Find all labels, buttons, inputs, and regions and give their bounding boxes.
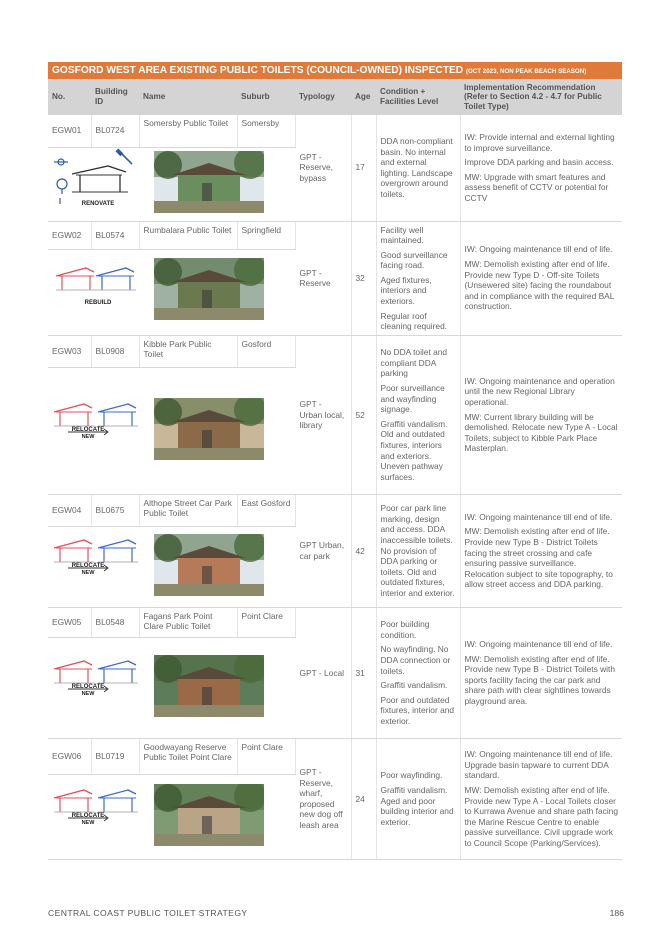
toilet-photo xyxy=(154,655,264,717)
typology: GPT - Reserve xyxy=(295,221,351,335)
recommendation-text: IW: Ongoing maintenance till end of life. xyxy=(464,244,613,255)
header-condition: Condition + Facilities Level xyxy=(376,79,460,115)
diagram-label: RELOCATE xyxy=(71,683,105,690)
condition-text: Regular roof cleaning required. xyxy=(380,310,448,332)
table-row xyxy=(48,115,622,147)
page-number: 186 xyxy=(609,908,624,918)
image-cell xyxy=(48,526,295,607)
header-no: No. xyxy=(48,79,91,115)
toilet-name: Somersby Public Toilet xyxy=(139,115,237,147)
table-row xyxy=(48,607,622,637)
table-row xyxy=(48,221,622,249)
relocate-icon xyxy=(50,530,146,600)
existing-building-icon xyxy=(54,661,94,683)
condition-text: DDA non-compliant basin. No internal and external lighting. Landscape overgrown around toilets. xyxy=(380,135,453,199)
age: 24 xyxy=(351,738,376,859)
condition xyxy=(376,221,460,335)
table-row xyxy=(48,738,622,774)
recommendation xyxy=(460,335,622,494)
toilet-photo xyxy=(154,258,264,320)
existing-building-icon xyxy=(54,540,94,562)
suburb: Point Clare xyxy=(237,738,295,774)
recommendation xyxy=(460,738,622,859)
relocate-icon xyxy=(50,394,146,464)
toilet-photo xyxy=(154,151,264,213)
new-building-icon xyxy=(96,268,136,290)
typology: GPT Urban, car park xyxy=(295,494,351,607)
recommendation-text: IW: Ongoing maintenance till end of life. xyxy=(464,511,613,522)
age: 52 xyxy=(351,335,376,494)
table-title-bar xyxy=(48,62,622,79)
toilet-name: Kibble Park Public Toilet xyxy=(139,335,237,367)
image-cell xyxy=(48,147,295,221)
image-cell xyxy=(48,774,295,859)
recommendation-text: IW: Ongoing maintenance till end of life. Upgrade basin tapware to current DDA standard. xyxy=(464,749,613,781)
row-number: EGW01 xyxy=(48,115,91,147)
toilet-photo xyxy=(154,784,264,846)
condition-text: Poor and outdated fixtures, interior and exterior. xyxy=(380,694,455,726)
condition-text: Poor building condition. xyxy=(380,619,430,640)
row-number: EGW03 xyxy=(48,335,91,367)
header-suburb: Suburb xyxy=(237,79,295,115)
recommendation-text: MW: Current library building will be demolished. Relocate new Type A - Local Toilets, subject to Kibble Park Place Masterplan. xyxy=(464,411,618,454)
new-building-icon xyxy=(98,540,138,562)
suburb: Gosford xyxy=(237,335,295,367)
relocate-icon xyxy=(50,780,146,850)
typology: GPT - Urban local, library xyxy=(295,335,351,494)
condition-text: Poor car park line marking, design and access. DDA inaccessible toilets. No provision of DDA parking or toilets. Old and outdated fixtures, interior and exterior. xyxy=(380,503,455,598)
diagram-sublabel: NEW xyxy=(81,433,95,440)
diagram-label: RENOVATE xyxy=(81,200,115,207)
suburb: Somersby xyxy=(237,115,295,147)
new-building-icon xyxy=(98,404,138,426)
condition-text: Graffiti vandalism. xyxy=(380,680,448,691)
diagram-label: RELOCATE xyxy=(71,812,105,819)
condition xyxy=(376,335,460,494)
building-id: BL0724 xyxy=(91,115,139,147)
new-building-icon xyxy=(98,790,138,812)
table-row xyxy=(48,494,622,526)
header-typology: Typology xyxy=(295,79,351,115)
age: 32 xyxy=(351,221,376,335)
typology: GPT - Reserve, wharf, proposed new dog off leash area xyxy=(295,738,351,859)
building-id: BL0574 xyxy=(91,221,139,249)
diagram-sublabel: NEW xyxy=(81,819,95,826)
recommendation-text: Improve DDA parking and basin access. xyxy=(464,157,614,168)
suburb: East Gosford xyxy=(237,494,295,526)
condition-text: Graffiti vandalism. Old and outdated fixtures, interiors and exteriors. Uneven pathway surfaces. xyxy=(380,418,448,482)
condition xyxy=(376,738,460,859)
diagram-sublabel: NEW xyxy=(81,690,95,697)
condition-text: Aged fixtures, interiors and exteriors. xyxy=(380,274,432,307)
building-id: BL0908 xyxy=(91,335,139,367)
toilet-name: Goodwayang Reserve Public Toilet Point Clare xyxy=(139,738,237,774)
rebuild-icon xyxy=(50,254,146,324)
age: 31 xyxy=(351,607,376,738)
image-cell xyxy=(48,249,295,335)
table-row xyxy=(48,335,622,367)
suburb: Springfield xyxy=(237,221,295,249)
header-building-id: Building ID xyxy=(91,79,139,115)
image-cell xyxy=(48,637,295,738)
recommendation-text: MW: Demolish existing after end of life. Provide new Type B - District Toilets facing the street crossing and cafe ensuring passive surveillance. Relocation subject to site topography, to allow street access and DDA parking. xyxy=(464,526,613,590)
row-number: EGW06 xyxy=(48,738,91,774)
footer-title: CENTRAL COAST PUBLIC TOILET STRATEGY xyxy=(48,908,248,918)
table-title: GOSFORD WEST AREA EXISTING PUBLIC TOILETS (COUNCIL-OWNED) INSPECTED xyxy=(52,65,464,76)
toilet-name: Rumbalara Public Toilet xyxy=(139,221,237,249)
image-cell xyxy=(48,367,295,494)
recommendation xyxy=(460,115,622,221)
relocate-icon xyxy=(50,651,146,721)
condition xyxy=(376,115,460,221)
condition-text: Poor wayfinding. xyxy=(380,770,443,781)
recommendation-text: MW: Demolish existing after end of life. Provide new Type A - Local Toilets closer to Kurrawa Avenue and share path facing the Marine Rescue Centre to enable passive surveillance. Civil upgrade work to Council Scope (Parking/Services). xyxy=(464,784,618,848)
row-number: EGW05 xyxy=(48,607,91,637)
toilet-photo xyxy=(154,534,264,596)
condition-text: No DDA toilet and compliant DDA parking xyxy=(380,347,448,379)
diagram-label: RELOCATE xyxy=(71,426,105,433)
building-id: BL0675 xyxy=(91,494,139,526)
table-header-row xyxy=(48,79,622,115)
condition xyxy=(376,607,460,738)
condition-text: Poor surveillance and wayfinding signage. xyxy=(380,383,445,415)
typology: GPT - Local xyxy=(295,607,351,738)
recommendation-text: IW: Provide internal and external lighting to improve surveillance. xyxy=(464,131,615,153)
recommendation xyxy=(460,494,622,607)
age: 17 xyxy=(351,115,376,221)
table-title-note: (OCT 2023, NON PEAK BEACH SEASON) xyxy=(465,68,587,75)
renovate-icon xyxy=(50,148,146,218)
toilet-name: Fagans Park Point Clare Public Toilet xyxy=(139,607,237,637)
recommendation-text: MW: Demolish existing after end of life. Provide new Type D - Off-site Toilets (Unsewered site) facing the roundabout and in compliance with the required BAL construction. xyxy=(464,258,615,312)
condition-text: Good surveillance facing road. xyxy=(380,249,448,271)
existing-building-icon xyxy=(54,790,94,812)
condition-text: No wayfinding. No DDA connection or toilets. xyxy=(380,644,451,676)
existing-building-icon xyxy=(56,268,96,290)
header-name: Name xyxy=(139,79,237,115)
diagram-label: RELOCATE xyxy=(71,562,105,569)
header-age: Age xyxy=(351,79,376,115)
header-recommendation: Implementation Recommendation (Refer to Section 4.2 - 4.7 for Public Toilet Type) xyxy=(460,79,622,115)
age: 42 xyxy=(351,494,376,607)
condition-text: Facility well maintained. xyxy=(380,224,424,246)
new-building-icon xyxy=(98,661,138,683)
renovate-tools-icon xyxy=(54,148,132,204)
suburb: Point Clare xyxy=(237,607,295,637)
row-number: EGW02 xyxy=(48,221,91,249)
recommendation xyxy=(460,607,622,738)
row-number: EGW04 xyxy=(48,494,91,526)
condition-text: Graffiti vandalism. Aged and poor building interior and exterior. xyxy=(380,784,454,827)
diagram-label: REBUILD xyxy=(84,299,112,306)
toilets-table xyxy=(48,79,622,860)
toilet-photo xyxy=(154,398,264,460)
recommendation-text: MW: Upgrade with smart features and assess benefit of CCTV or potential for CCTV xyxy=(464,171,609,203)
typology: GPT - Reserve, bypass xyxy=(295,115,351,221)
existing-building-icon xyxy=(54,404,94,426)
recommendation xyxy=(460,221,622,335)
recommendation-text: MW: Demolish existing after end of life. Provide new Type B - District Toilets with sports facility facing the car park and share path with clear sightlines towards playground area. xyxy=(464,653,615,707)
recommendation-text: IW: Ongoing maintenance and operation until the new Regional Library operational. xyxy=(464,375,615,407)
building-id: BL0719 xyxy=(91,738,139,774)
toilet-name: Althope Street Car Park Public Toilet xyxy=(139,494,237,526)
recommendation-text: IW: Ongoing maintenance till end of life. xyxy=(464,639,613,650)
page-content xyxy=(48,62,622,860)
building-id: BL0548 xyxy=(91,607,139,637)
diagram-sublabel: NEW xyxy=(81,569,95,576)
condition xyxy=(376,494,460,607)
